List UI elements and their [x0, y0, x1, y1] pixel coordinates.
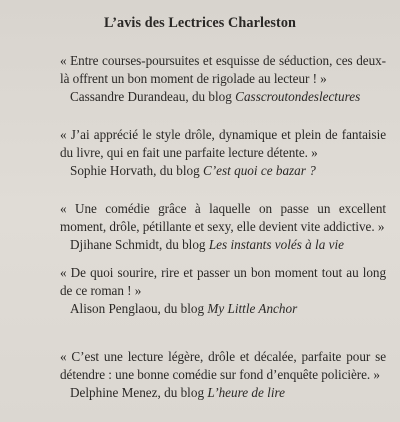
blog-name: Casscroutondeslectures: [235, 89, 361, 104]
review-quote: « De quoi sourire, rire et passer un bon moment tout au long de ce roman ! »: [60, 265, 386, 298]
blog-name: C’est quoi ce bazar ?: [202, 163, 316, 178]
blog-name: Les instants volés à la vie: [208, 237, 344, 252]
review-author: [60, 88, 386, 106]
author-name: Delphine Menez, du blog: [70, 385, 205, 400]
review-1: [60, 52, 386, 106]
review-author: [60, 236, 386, 254]
review-quote: « J’ai apprécié le style drôle, dynamique et plein de fantaisie du livre, qui en fait une parfaite lecture détente. »: [60, 127, 386, 160]
review-quote: « Entre courses-poursuites et esquisse de séduction, ces deux-là offrent un bon moment de rigolade au lecteur ! »: [60, 53, 386, 86]
review-author: [60, 300, 386, 318]
blog-name: L’heure de lire: [207, 385, 285, 400]
review-3: [60, 200, 386, 254]
page-title: L’avis des Lectrices Charleston: [103, 15, 297, 31]
review-5: [60, 348, 386, 402]
author-name: Cassandre Durandeau, du blog: [70, 89, 232, 104]
blog-name: My Little Anchor: [207, 301, 298, 316]
review-author: [60, 162, 386, 180]
review-author: [60, 384, 386, 402]
review-quote: « C’est une lecture légère, drôle et décalée, parfaite pour se détendre : une bonne comédie sur fond d’enquête policière. »: [60, 349, 386, 382]
author-name: Sophie Horvath, du blog: [70, 163, 200, 178]
review-4: [60, 264, 386, 318]
author-name: Alison Penglaou, du blog: [70, 301, 205, 316]
author-name: Djihane Schmidt, du blog: [70, 237, 206, 252]
review-quote: « Une comédie grâce à laquelle on passe un excellent moment, drôle, pétillante et sexy, elle devient vite addictive. »: [60, 201, 386, 234]
review-2: [60, 126, 386, 180]
